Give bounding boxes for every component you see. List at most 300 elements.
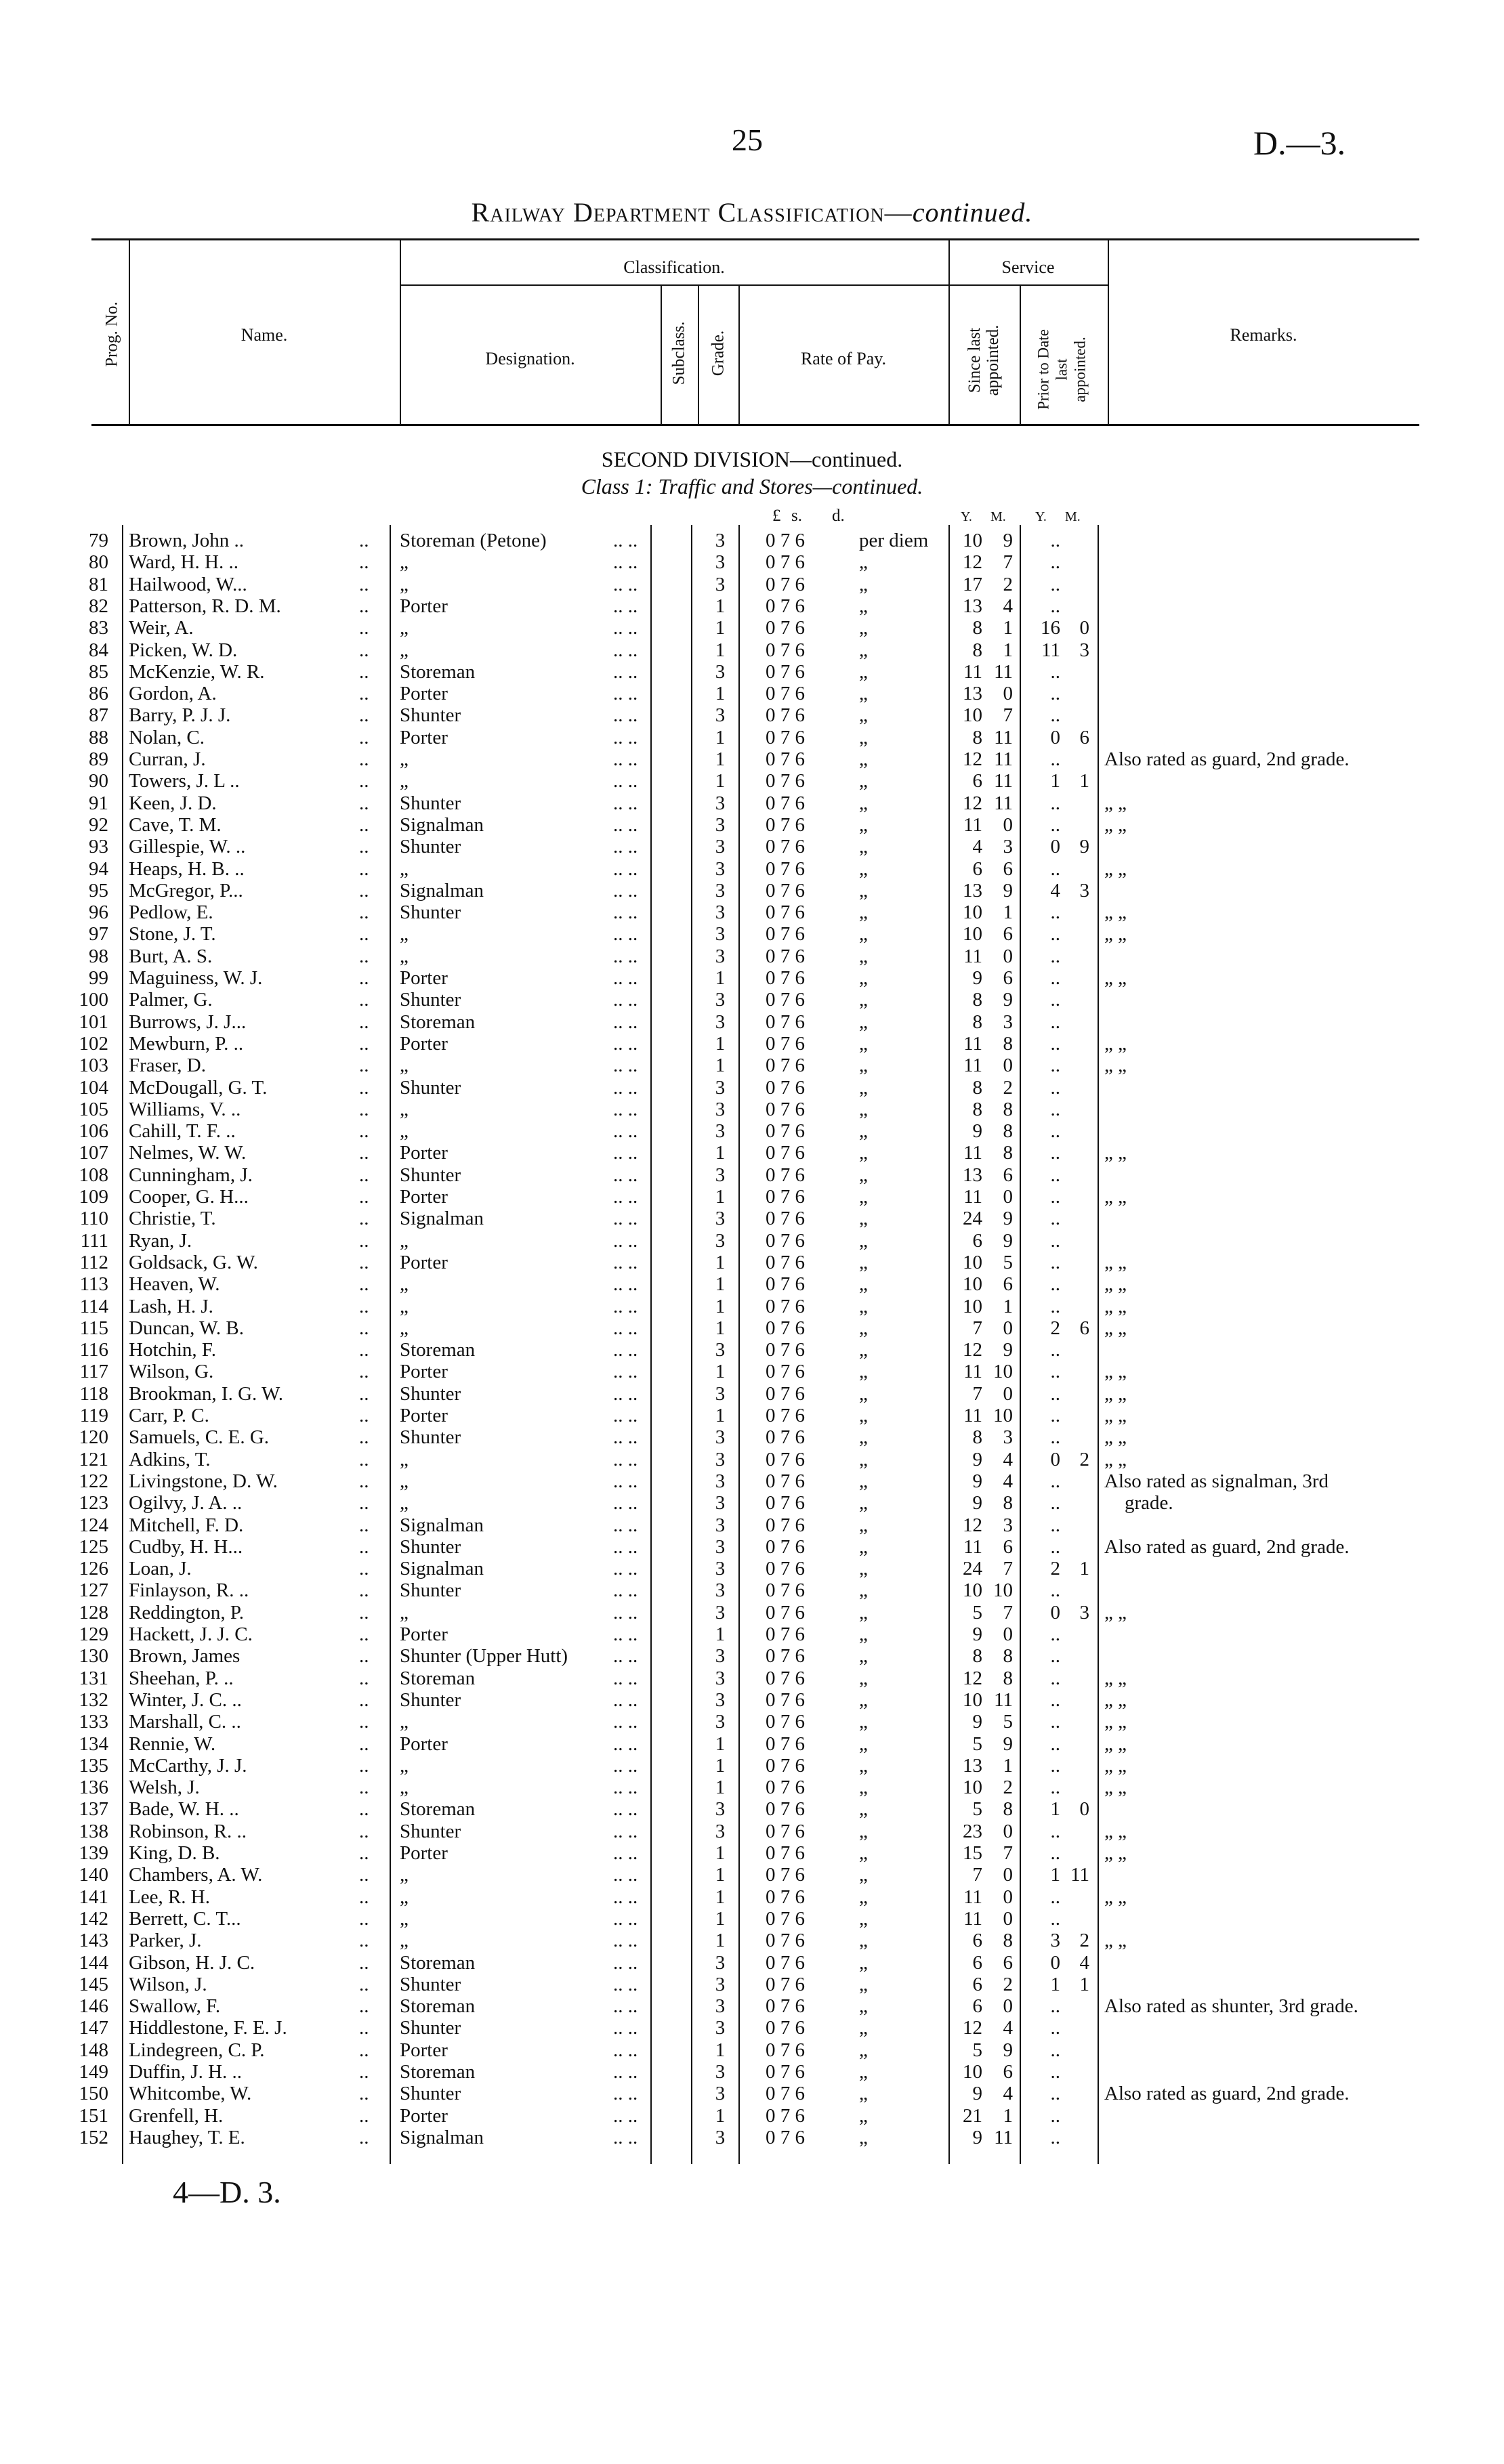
footer-signature: 4—D. 3. xyxy=(173,2175,281,2209)
cell-name: Hotchin, F. xyxy=(129,1339,216,1361)
table-row xyxy=(0,748,1504,770)
cell-pay-unit: „ xyxy=(859,813,868,836)
cell-prior-years: .. xyxy=(1050,1011,1060,1033)
cell-designation: Porter xyxy=(400,1361,448,1383)
cell-pay-unit: „ xyxy=(859,879,868,901)
cell-rate: 0 7 6 xyxy=(766,1798,805,1821)
cell-rate: 0 7 6 xyxy=(766,704,805,727)
leader-dots: .. xyxy=(359,1098,369,1120)
leader-dots: .. .. xyxy=(613,660,638,683)
cell-designation: Porter xyxy=(400,967,448,989)
table-row xyxy=(0,704,1504,726)
cell-since-months: 8 xyxy=(1003,1032,1013,1055)
cell-designation: Porter xyxy=(400,1032,448,1055)
cell-since-months: 7 xyxy=(1003,551,1013,574)
cell-since-years: 5 xyxy=(972,1798,982,1821)
cell-since-years: 11 xyxy=(963,1907,982,1930)
cell-designation: Signalman xyxy=(400,2126,484,2148)
cell-grade: 1 xyxy=(715,1864,726,1886)
cell-name: McKenzie, W. R. xyxy=(129,660,265,683)
leader-dots: .. .. xyxy=(613,1361,638,1383)
cell-prog-no: 145 xyxy=(79,1973,108,1995)
leader-dots: .. xyxy=(359,901,369,924)
table-row xyxy=(0,2127,1504,2148)
cell-rate: 0 7 6 xyxy=(766,923,805,946)
leader-dots: .. xyxy=(359,989,369,1011)
cell-prior-years: 11 xyxy=(1041,639,1060,661)
cell-remarks: „ „ xyxy=(1104,967,1127,989)
cell-rate: 0 7 6 xyxy=(766,1777,805,1799)
cell-since-years: 8 xyxy=(972,726,982,748)
cell-prior-years: .. xyxy=(1050,813,1060,836)
cell-name: Goldsack, G. W. xyxy=(129,1251,258,1273)
cell-prog-no: 105 xyxy=(79,1098,108,1120)
cell-since-months: 9 xyxy=(1003,989,1013,1011)
table-row xyxy=(0,1842,1504,1864)
header-rule-bottom xyxy=(91,424,1419,426)
cell-name: Robinson, R. .. xyxy=(129,1820,247,1842)
cell-since-years: 13 xyxy=(963,683,982,705)
cell-rate: 0 7 6 xyxy=(766,1273,805,1296)
cell-since-years: 13 xyxy=(963,1164,982,1186)
cell-designation: Porter xyxy=(400,2104,448,2127)
leader-dots: .. xyxy=(359,1361,369,1383)
cell-remarks: „ „ xyxy=(1104,1317,1127,1339)
cell-remarks: „ „ xyxy=(1104,1688,1127,1711)
cell-since-years: 5 xyxy=(972,1601,982,1623)
cell-pay-unit: „ xyxy=(859,945,868,967)
cell-rate: 0 7 6 xyxy=(766,879,805,901)
cell-designation: Signalman xyxy=(400,813,484,836)
cell-prior-years: .. xyxy=(1050,1251,1060,1273)
cell-since-years: 9 xyxy=(972,1120,982,1143)
cell-grade: 3 xyxy=(715,989,726,1011)
leader-dots: .. .. xyxy=(613,1032,638,1055)
cell-since-years: 7 xyxy=(972,1382,982,1405)
table-row xyxy=(0,1011,1504,1033)
cell-name: Mewburn, P. .. xyxy=(129,1032,244,1055)
cell-prior-years: .. xyxy=(1050,1164,1060,1186)
cell-prior-years: .. xyxy=(1050,2126,1060,2148)
table-row xyxy=(0,1186,1504,1208)
cell-name: McGregor, P... xyxy=(129,879,243,901)
cell-rate: 0 7 6 xyxy=(766,1208,805,1230)
leader-dots: .. .. xyxy=(613,923,638,946)
cell-pay-unit: „ xyxy=(859,1055,868,1077)
cell-pay-unit: „ xyxy=(859,836,868,858)
cell-designation: Shunter xyxy=(400,836,461,858)
cell-grade: 3 xyxy=(715,573,726,595)
cell-designation: Signalman xyxy=(400,1208,484,1230)
cell-name: Samuels, C. E. G. xyxy=(129,1426,270,1449)
cell-name: Weir, A. xyxy=(129,617,194,639)
cell-designation: „ xyxy=(400,1777,409,1799)
cell-grade: 3 xyxy=(715,1601,726,1623)
cell-grade: 1 xyxy=(715,1317,726,1339)
cell-designation: „ xyxy=(400,1295,409,1317)
leader-dots: .. .. xyxy=(613,1426,638,1449)
cell-rate: 0 7 6 xyxy=(766,1579,805,1602)
leader-dots: .. .. xyxy=(613,1120,638,1143)
table-row xyxy=(0,1558,1504,1579)
cell-grade: 3 xyxy=(715,792,726,814)
cell-designation: „ xyxy=(400,1930,409,1952)
leader-dots: .. xyxy=(359,923,369,946)
cell-rate: 0 7 6 xyxy=(766,595,805,617)
cell-since-months: 8 xyxy=(1003,1645,1013,1668)
cell-pay-unit: „ xyxy=(859,1164,868,1186)
cell-pay-unit: „ xyxy=(859,1886,868,1908)
table-row xyxy=(0,1777,1504,1798)
cell-pay-unit: „ xyxy=(859,1186,868,1208)
cell-prog-no: 146 xyxy=(79,1995,108,2018)
cell-pay-unit: „ xyxy=(859,989,868,1011)
cell-name: Cooper, G. H... xyxy=(129,1186,249,1208)
cell-rate: 0 7 6 xyxy=(766,1623,805,1645)
leader-dots: .. .. xyxy=(613,573,638,595)
cell-prog-no: 86 xyxy=(89,683,108,705)
cell-designation: „ xyxy=(400,1448,409,1470)
cell-designation: „ xyxy=(400,1098,409,1120)
cell-prior-years: .. xyxy=(1050,1820,1060,1842)
cell-since-years: 6 xyxy=(972,1951,982,1974)
cell-remarks: „ „ xyxy=(1104,1405,1127,1426)
leader-dots: .. xyxy=(359,1273,369,1296)
cell-prior-years: .. xyxy=(1050,2083,1060,2105)
cell-rate: 0 7 6 xyxy=(766,1317,805,1339)
table-row xyxy=(0,661,1504,683)
cell-remarks: „ „ xyxy=(1104,1711,1127,1733)
cell-prior-years: .. xyxy=(1050,1120,1060,1143)
unit-pound: £ xyxy=(772,507,781,525)
leader-dots: .. xyxy=(359,530,369,551)
leader-dots: .. .. xyxy=(613,1076,638,1099)
cell-rate: 0 7 6 xyxy=(766,1405,805,1426)
unit-months-prior: M. xyxy=(1065,509,1081,524)
cell-designation: Shunter xyxy=(400,1164,461,1186)
leader-dots: .. xyxy=(359,813,369,836)
cell-since-years: 9 xyxy=(972,2083,982,2105)
cell-name: Sheehan, P. .. xyxy=(129,1667,234,1689)
cell-grade: 3 xyxy=(715,901,726,924)
cell-remarks: „ „ xyxy=(1104,1842,1127,1864)
leader-dots: .. .. xyxy=(613,726,638,748)
cell-prior-years: .. xyxy=(1050,2061,1060,2083)
leader-dots: .. xyxy=(359,617,369,639)
cell-pay-unit: „ xyxy=(859,1405,868,1426)
leader-dots: .. xyxy=(359,1930,369,1952)
cell-remarks: „ „ xyxy=(1104,1930,1127,1952)
cell-prior-years: .. xyxy=(1050,660,1060,683)
cell-prog-no: 118 xyxy=(79,1382,108,1405)
cell-pay-unit: „ xyxy=(859,2017,868,2039)
table-row xyxy=(0,923,1504,945)
table-row xyxy=(0,967,1504,989)
cell-since-months: 4 xyxy=(1003,1470,1013,1492)
cell-name: King, D. B. xyxy=(129,1842,220,1864)
cell-prog-no: 151 xyxy=(79,2104,108,2127)
cell-since-years: 9 xyxy=(972,1711,982,1733)
cell-designation: Porter xyxy=(400,683,448,705)
cell-since-years: 4 xyxy=(972,836,982,858)
cell-rate: 0 7 6 xyxy=(766,836,805,858)
table-row xyxy=(0,946,1504,967)
leader-dots: .. .. xyxy=(613,1558,638,1580)
cell-designation: Porter xyxy=(400,1623,448,1645)
cell-remarks: „ „ xyxy=(1104,1186,1127,1208)
cell-grade: 1 xyxy=(715,1886,726,1908)
leader-dots: .. .. xyxy=(613,1754,638,1777)
cell-rate: 0 7 6 xyxy=(766,639,805,661)
cell-name: Lash, H. J. xyxy=(129,1295,213,1317)
cell-pay-unit: „ xyxy=(859,551,868,574)
table-row xyxy=(0,1033,1504,1055)
table-row xyxy=(0,574,1504,595)
cell-designation: „ xyxy=(400,748,409,770)
table-row xyxy=(0,901,1504,923)
cell-since-months: 1 xyxy=(1003,1754,1013,1777)
cell-pay-unit: „ xyxy=(859,1733,868,1755)
cell-rate: 0 7 6 xyxy=(766,1361,805,1383)
cell-pay-unit: „ xyxy=(859,770,868,792)
header-prog-no: Prog. No. xyxy=(102,301,121,367)
cell-prog-no: 112 xyxy=(79,1251,108,1273)
table-row xyxy=(0,1602,1504,1623)
cell-grade: 3 xyxy=(715,1995,726,2018)
cell-rate: 0 7 6 xyxy=(766,1098,805,1120)
leader-dots: .. .. xyxy=(613,551,638,574)
cell-pay-unit: „ xyxy=(859,1623,868,1645)
cell-remarks: „ „ xyxy=(1104,1295,1127,1317)
cell-prog-no: 89 xyxy=(89,748,108,770)
table-row xyxy=(0,1579,1504,1601)
leader-dots: .. .. xyxy=(613,945,638,967)
cell-prog-no: 139 xyxy=(79,1842,108,1864)
cell-grade: 3 xyxy=(715,1208,726,1230)
cell-grade: 1 xyxy=(715,1361,726,1383)
leader-dots: .. xyxy=(359,1470,369,1492)
cell-grade: 3 xyxy=(715,2126,726,2148)
leader-dots: .. xyxy=(359,1339,369,1361)
table-row xyxy=(0,1733,1504,1755)
cell-designation: Shunter xyxy=(400,792,461,814)
cell-designation: Shunter xyxy=(400,1688,461,1711)
cell-pay-unit: „ xyxy=(859,1711,868,1733)
table-row xyxy=(0,1492,1504,1514)
cell-since-years: 8 xyxy=(972,1426,982,1449)
unit-years: Y. xyxy=(961,509,972,524)
cell-pay-unit: „ xyxy=(859,1777,868,1799)
cell-prog-no: 102 xyxy=(79,1032,108,1055)
cell-since-months: 10 xyxy=(993,1405,1013,1426)
cell-designation: Shunter xyxy=(400,901,461,924)
cell-since-months: 6 xyxy=(1003,1535,1013,1558)
cell-since-months: 6 xyxy=(1003,923,1013,946)
cell-since-years: 13 xyxy=(963,595,982,617)
cell-pay-unit: „ xyxy=(859,1426,868,1449)
cell-since-years: 11 xyxy=(963,1405,982,1426)
cell-prior-years: .. xyxy=(1050,748,1060,770)
cell-rate: 0 7 6 xyxy=(766,1754,805,1777)
cell-since-months: 9 xyxy=(1003,1733,1013,1755)
cell-name: Fraser, D. xyxy=(129,1055,207,1077)
leader-dots: .. .. xyxy=(613,2061,638,2083)
cell-name: Swallow, F. xyxy=(129,1995,221,2018)
cell-grade: 1 xyxy=(715,1930,726,1952)
leader-dots: .. xyxy=(359,1492,369,1514)
cell-prior-years: .. xyxy=(1050,901,1060,924)
leader-dots: .. xyxy=(359,595,369,617)
cell-prog-no: 99 xyxy=(89,967,108,989)
cell-prior-years: .. xyxy=(1050,551,1060,574)
leader-dots: .. xyxy=(359,1011,369,1033)
cell-grade: 3 xyxy=(715,551,726,574)
cell-prior-years: .. xyxy=(1050,1032,1060,1055)
cell-since-months: 7 xyxy=(1003,1601,1013,1623)
cell-since-months: 0 xyxy=(1003,1995,1013,2018)
leader-dots: .. xyxy=(359,1426,369,1449)
cell-rate: 0 7 6 xyxy=(766,989,805,1011)
leader-dots: .. xyxy=(359,792,369,814)
cell-rate: 0 7 6 xyxy=(766,1711,805,1733)
cell-since-years: 10 xyxy=(963,1295,982,1317)
cell-prior-years: .. xyxy=(1050,595,1060,617)
cell-prog-no: 133 xyxy=(79,1711,108,1733)
leader-dots: .. xyxy=(359,1295,369,1317)
cell-rate: 0 7 6 xyxy=(766,1514,805,1536)
cell-pay-unit: „ xyxy=(859,1011,868,1033)
cell-since-months: 5 xyxy=(1003,1711,1013,1733)
cell-grade: 3 xyxy=(715,1076,726,1099)
cell-since-years: 9 xyxy=(972,2126,982,2148)
cell-pay-unit: „ xyxy=(859,726,868,748)
cell-prior-years: 2 xyxy=(1050,1558,1060,1580)
leader-dots: .. .. xyxy=(613,1623,638,1645)
cell-name: Gibson, H. J. C. xyxy=(129,1951,255,1974)
cell-pay-unit: „ xyxy=(859,1076,868,1099)
cell-pay-unit: „ xyxy=(859,967,868,989)
cell-prior-years: 0 xyxy=(1050,1448,1060,1470)
table-row xyxy=(0,1426,1504,1448)
cell-prior-years: .. xyxy=(1050,1470,1060,1492)
cell-grade: 3 xyxy=(715,1514,726,1536)
cell-name: Keen, J. D. xyxy=(129,792,217,814)
cell-prior-months: 4 xyxy=(1079,1951,1089,1974)
cell-rate: 0 7 6 xyxy=(766,1295,805,1317)
leader-dots: .. .. xyxy=(613,1208,638,1230)
table-row xyxy=(0,2105,1504,2127)
leader-dots: .. xyxy=(359,1623,369,1645)
leader-dots: .. .. xyxy=(613,1930,638,1952)
cell-prog-no: 100 xyxy=(79,989,108,1011)
leader-dots: .. xyxy=(359,1251,369,1273)
cell-prior-years: .. xyxy=(1050,1777,1060,1799)
cell-rate: 0 7 6 xyxy=(766,1973,805,1995)
cell-remarks: „ „ xyxy=(1104,1361,1127,1383)
cell-name: Patterson, R. D. M. xyxy=(129,595,281,617)
header-since-last: Since last appointed. xyxy=(965,324,1002,396)
cell-since-years: 11 xyxy=(963,1535,982,1558)
cell-rate: 0 7 6 xyxy=(766,683,805,705)
cell-pay-unit: „ xyxy=(859,660,868,683)
cell-grade: 3 xyxy=(715,1098,726,1120)
leader-dots: .. xyxy=(359,1317,369,1339)
cell-pay-unit: „ xyxy=(859,1448,868,1470)
leader-dots: .. .. xyxy=(613,1711,638,1733)
service-rule xyxy=(948,284,1108,286)
cell-prior-years: .. xyxy=(1050,1186,1060,1208)
cell-prior-years: .. xyxy=(1050,1733,1060,1755)
cell-designation: Porter xyxy=(400,1142,448,1164)
cell-name: Hackett, J. J. C. xyxy=(129,1623,253,1645)
leader-dots: .. xyxy=(359,1448,369,1470)
cell-since-years: 11 xyxy=(963,1886,982,1908)
leader-dots: .. xyxy=(359,1032,369,1055)
cell-prior-years: .. xyxy=(1050,1711,1060,1733)
cell-since-months: 8 xyxy=(1003,1798,1013,1821)
leader-dots: .. xyxy=(359,1186,369,1208)
cell-name: Ryan, J. xyxy=(129,1229,192,1252)
cell-prior-years: .. xyxy=(1050,2104,1060,2127)
cell-since-months: 6 xyxy=(1003,1951,1013,1974)
table-row xyxy=(0,1886,1504,1908)
cell-prog-no: 93 xyxy=(89,836,108,858)
cell-prior-years: .. xyxy=(1050,857,1060,880)
cell-prog-no: 131 xyxy=(79,1667,108,1689)
cell-rate: 0 7 6 xyxy=(766,530,805,551)
cell-since-months: 2 xyxy=(1003,1777,1013,1799)
cell-prog-no: 135 xyxy=(79,1754,108,1777)
leader-dots: .. xyxy=(359,1514,369,1536)
cell-since-years: 11 xyxy=(963,1142,982,1164)
cell-since-months: 0 xyxy=(1003,1864,1013,1886)
table-row xyxy=(0,683,1504,704)
cell-grade: 3 xyxy=(715,1798,726,1821)
cell-grade: 3 xyxy=(715,2061,726,2083)
cell-prior-years: 16 xyxy=(1041,617,1060,639)
cell-since-years: 8 xyxy=(972,989,982,1011)
cell-remarks: Also rated as guard, 2nd grade. xyxy=(1104,1535,1350,1558)
leader-dots: .. .. xyxy=(613,1273,638,1296)
leader-dots: .. xyxy=(359,1208,369,1230)
cell-name: Pedlow, E. xyxy=(129,901,213,924)
cell-name: Carr, P. C. xyxy=(129,1405,209,1426)
table-row xyxy=(0,639,1504,661)
leader-dots: .. .. xyxy=(613,683,638,705)
cell-rate: 0 7 6 xyxy=(766,1470,805,1492)
cell-grade: 3 xyxy=(715,1470,726,1492)
cell-prog-no: 88 xyxy=(89,726,108,748)
leader-dots: .. xyxy=(359,1995,369,2018)
cell-designation: Storeman xyxy=(400,1339,476,1361)
cell-remarks: „ „ xyxy=(1104,1754,1127,1777)
unit-pence: d. xyxy=(832,507,845,525)
cell-prior-months: 2 xyxy=(1079,1930,1089,1952)
cell-pay-unit: „ xyxy=(859,1492,868,1514)
table-row xyxy=(0,1164,1504,1186)
cell-remarks: Also rated as guard, 2nd grade. xyxy=(1104,748,1350,770)
cell-since-months: 8 xyxy=(1003,1142,1013,1164)
cell-since-months: 4 xyxy=(1003,595,1013,617)
cell-prior-months: 2 xyxy=(1079,1448,1089,1470)
cell-name: Wilson, J. xyxy=(129,1973,207,1995)
cell-grade: 1 xyxy=(715,2039,726,2061)
table-row xyxy=(0,1142,1504,1164)
cell-rate: 0 7 6 xyxy=(766,1055,805,1077)
cell-since-years: 7 xyxy=(972,1864,982,1886)
cell-prog-no: 91 xyxy=(89,792,108,814)
cell-name: Lee, R. H. xyxy=(129,1886,210,1908)
